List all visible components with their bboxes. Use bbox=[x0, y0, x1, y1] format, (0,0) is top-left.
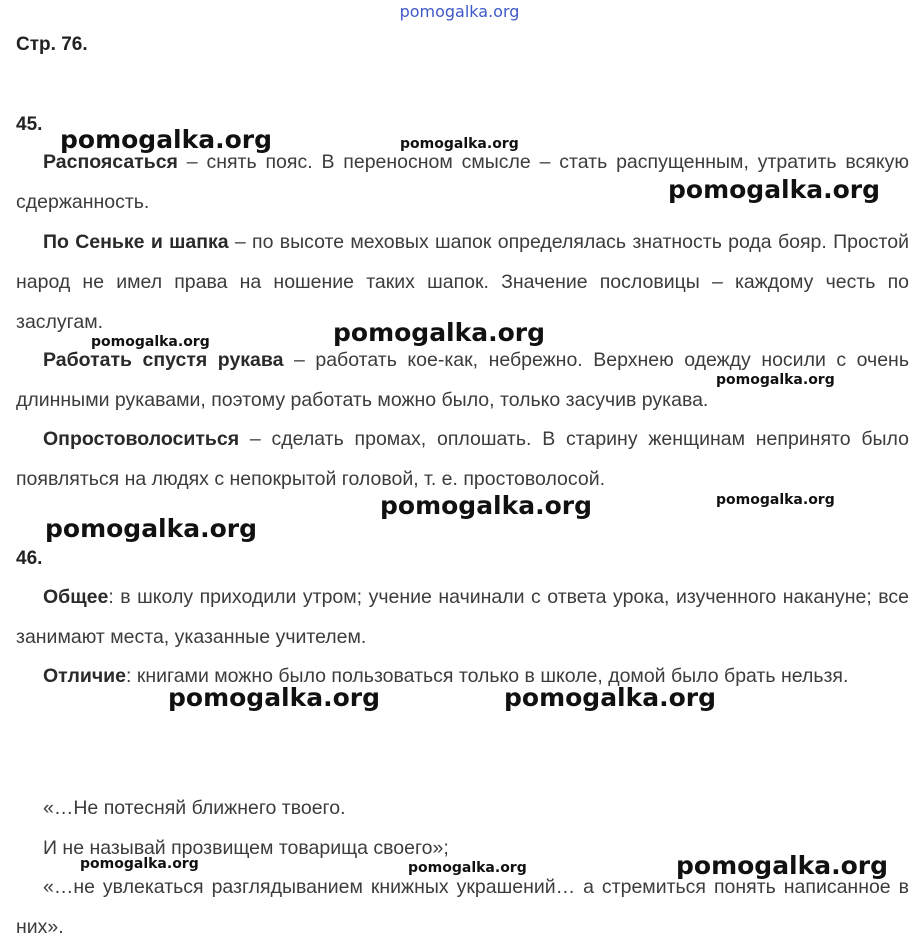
entry-term: Общее bbox=[43, 586, 109, 608]
watermark: pomogalka.org bbox=[668, 175, 881, 204]
entry-text: – снять пояс. В переносном смысле – стать распущенным, утратить всякую сдержанность. bbox=[16, 151, 909, 213]
watermark: pomogalka.org bbox=[45, 514, 258, 543]
section-number-46: 46. bbox=[16, 548, 43, 569]
watermark: pomogalka.org bbox=[716, 372, 835, 388]
watermark: pomogalka.org bbox=[504, 683, 717, 712]
section-number-45: 45. bbox=[16, 114, 43, 135]
page-label: Стр. 76. bbox=[16, 34, 88, 55]
entry-term: По Сеньке и шапка bbox=[43, 231, 229, 253]
watermark: pomogalka.org bbox=[80, 856, 199, 872]
watermark: pomogalka.org bbox=[91, 334, 210, 350]
entry-obshchee bbox=[16, 577, 909, 657]
entry-term: Отличие bbox=[43, 665, 126, 687]
final-quote: «…не увлекаться разглядыванием книжных украшений… а стремиться понять написанное в них». bbox=[16, 876, 909, 938]
watermark: pomogalka.org bbox=[333, 318, 546, 347]
header-watermark: pomogalka.org bbox=[399, 2, 520, 21]
watermark: pomogalka.org bbox=[168, 683, 381, 712]
entry-term: Работать спустя рукава bbox=[43, 349, 284, 371]
entry-term: Опростоволоситься bbox=[43, 428, 240, 450]
watermark: pomogalka.org bbox=[380, 491, 593, 520]
entry-otlichie bbox=[16, 656, 909, 696]
entry-text: – сделать промах, оплошать. В старину женщинам непринято было появляться на людях с непокрытой головой, т. е. простоволосой. bbox=[16, 428, 909, 490]
watermark: pomogalka.org bbox=[676, 851, 889, 880]
entry-text: – по высоте меховых шапок определялась знатность рода бояр. Простой народ не имел права на ношение таких шапок. Значение пословицы – каждому честь по заслугам. bbox=[16, 231, 909, 333]
watermark: pomogalka.org bbox=[60, 125, 273, 154]
entry-text: : книгами можно было пользоваться только в школе, домой было брать нельзя. bbox=[126, 665, 849, 687]
watermark: pomogalka.org bbox=[716, 492, 835, 508]
entry-text: – работать кое-как, небрежно. Верхнею одежду носили с очень длинными рукавами, поэтому работать можно было, только засучив рукава. bbox=[16, 349, 909, 411]
entry-term: Распоясаться bbox=[43, 151, 178, 173]
entry-text: : в школу приходили утром; учение начинали с ответа урока, изученного накануне; все занимают места, указанные учителем. bbox=[16, 586, 909, 648]
entry-oprostovolositsya bbox=[16, 419, 909, 499]
quote-line-1: «…Не потесняй ближнего твоего. bbox=[43, 797, 346, 819]
quote-line-2: И не называй прозвищем товарища своего»; bbox=[43, 837, 449, 859]
watermark: pomogalka.org bbox=[408, 860, 527, 876]
watermark: pomogalka.org bbox=[400, 136, 519, 152]
